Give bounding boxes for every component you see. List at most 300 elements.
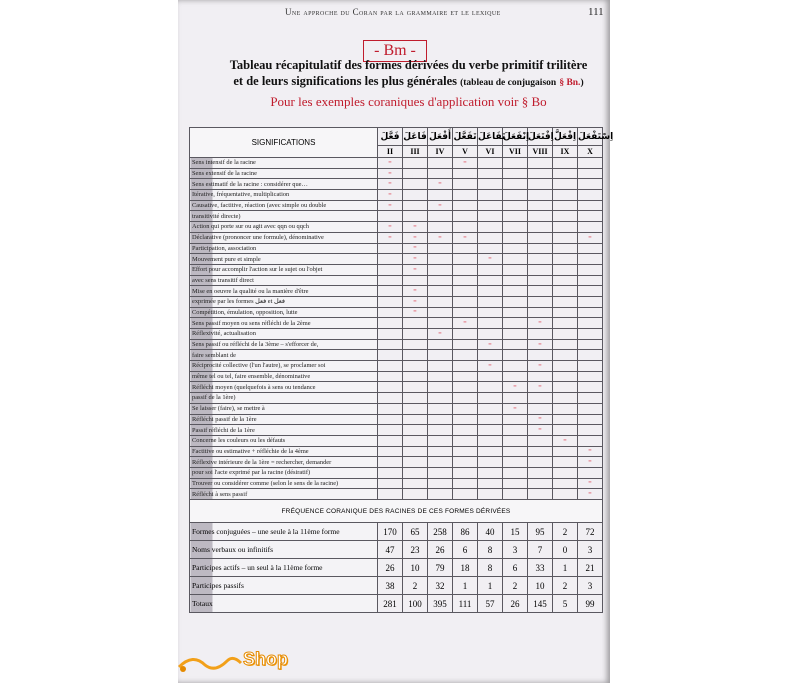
form-mark-cell — [503, 457, 528, 468]
form-mark-cell — [578, 435, 603, 446]
form-mark-cell — [378, 446, 403, 457]
frequency-value: 258 — [428, 523, 453, 541]
form-mark-cell: = — [528, 361, 553, 372]
signification-label: avec sens transitif direct — [190, 275, 378, 286]
form-mark-cell — [403, 403, 428, 414]
signification-label: Réciprocité collective (l'un l'autre), se proclamer soi — [190, 361, 378, 372]
form-mark-cell — [528, 243, 553, 254]
form-mark-cell: = — [578, 457, 603, 468]
form-mark-cell — [553, 478, 578, 489]
title-line-2-ref: § Bn. — [559, 78, 581, 88]
form-mark-cell — [478, 286, 503, 297]
signification-row — [190, 286, 603, 297]
form-mark-cell — [403, 478, 428, 489]
form-mark-cell — [553, 467, 578, 478]
signification-row — [190, 168, 603, 179]
form-mark-cell — [553, 296, 578, 307]
form-mark-cell — [428, 286, 453, 297]
form-mark-cell — [403, 275, 428, 286]
form-mark-cell — [478, 414, 503, 425]
form-mark-cell — [528, 264, 553, 275]
form-mark-cell — [553, 307, 578, 318]
form-mark-cell — [378, 414, 403, 425]
form-mark-cell — [528, 371, 553, 382]
signification-row — [190, 339, 603, 350]
frequency-value: 32 — [428, 577, 453, 595]
form-mark-cell — [503, 446, 528, 457]
frequency-value: 2 — [503, 577, 528, 595]
form-mark-cell — [553, 318, 578, 329]
form-mark-cell: = — [478, 254, 503, 265]
form-verb: اِفْعَلَّ — [553, 128, 578, 146]
form-mark-cell — [378, 361, 403, 372]
signification-row — [190, 307, 603, 318]
form-mark-cell — [428, 478, 453, 489]
signification-row — [190, 467, 603, 478]
form-mark-cell — [503, 243, 528, 254]
form-mark-cell — [553, 264, 578, 275]
form-mark-cell — [503, 361, 528, 372]
form-mark-cell — [478, 371, 503, 382]
signification-label: Sens estimatif de la racine : considérer que… — [190, 179, 378, 190]
form-mark-cell: = — [453, 232, 478, 243]
form-mark-cell — [453, 403, 478, 414]
form-mark-cell — [453, 254, 478, 265]
form-mark-cell — [578, 350, 603, 361]
form-mark-cell — [403, 361, 428, 372]
frequency-value: 10 — [403, 559, 428, 577]
form-mark-cell — [503, 296, 528, 307]
form-mark-cell — [428, 190, 453, 201]
significations-body — [190, 158, 603, 500]
frequency-value: 395 — [428, 595, 453, 613]
form-mark-cell — [503, 339, 528, 350]
form-mark-cell: = — [403, 296, 428, 307]
form-mark-cell — [403, 168, 428, 179]
subtitle-text: Pour les exemples coraniques d'application voir — [270, 94, 519, 109]
frequency-value: 40 — [478, 523, 503, 541]
title-line-1: Tableau récapitulatif des formes dérivées du verbe primitif trilitère — [229, 58, 588, 72]
form-mark-cell — [503, 425, 528, 436]
signification-label: Réfléchi passif de la 1ère — [190, 414, 378, 425]
signification-label: Déclarative (prononcer une formule), dénominative — [190, 232, 378, 243]
form-mark-cell — [378, 350, 403, 361]
form-number: IX — [553, 146, 578, 158]
signification-row — [190, 222, 603, 233]
signification-label: Trouver ou considérer comme (selon le sens de la racine) — [190, 478, 378, 489]
form-mark-cell — [453, 371, 478, 382]
form-mark-cell — [528, 190, 553, 201]
form-mark-cell: = — [428, 232, 453, 243]
form-mark-cell: = — [503, 382, 528, 393]
form-verb: فَاعَلَ — [403, 128, 428, 146]
form-mark-cell: = — [378, 190, 403, 201]
form-mark-cell — [428, 243, 453, 254]
signification-row — [190, 211, 603, 222]
frequency-value: 6 — [503, 559, 528, 577]
form-mark-cell — [578, 243, 603, 254]
title-line-2 — [211, 73, 606, 91]
form-mark-cell: = — [478, 339, 503, 350]
form-mark-cell — [478, 350, 503, 361]
form-mark-cell — [453, 489, 478, 500]
form-mark-cell: = — [528, 414, 553, 425]
form-mark-cell — [553, 190, 578, 201]
form-mark-cell — [428, 446, 453, 457]
form-verb: تَفَاعَلَ — [478, 128, 503, 146]
form-mark-cell — [453, 286, 478, 297]
form-mark-cell — [428, 350, 453, 361]
form-mark-cell — [428, 361, 453, 372]
form-mark-cell — [378, 307, 403, 318]
signification-row — [190, 425, 603, 436]
frequency-value: 281 — [378, 595, 403, 613]
form-mark-cell — [428, 296, 453, 307]
signification-row — [190, 457, 603, 468]
form-mark-cell: = — [428, 200, 453, 211]
frequency-value: 0 — [553, 541, 578, 559]
form-mark-cell — [503, 254, 528, 265]
frequency-value: 26 — [378, 559, 403, 577]
signification-row — [190, 190, 603, 201]
frequency-value: 1 — [453, 577, 478, 595]
form-mark-cell — [478, 318, 503, 329]
form-mark-cell — [453, 275, 478, 286]
form-mark-cell — [553, 339, 578, 350]
signification-row — [190, 158, 603, 169]
signification-label: Effort pour accomplir l'action sur le sujet ou l'objet — [190, 264, 378, 275]
form-mark-cell — [453, 414, 478, 425]
form-mark-cell — [578, 403, 603, 414]
form-mark-cell — [428, 275, 453, 286]
frequency-value: 86 — [453, 523, 478, 541]
form-mark-cell — [553, 457, 578, 468]
form-mark-cell — [503, 179, 528, 190]
form-mark-cell: = — [578, 232, 603, 243]
form-mark-cell — [578, 211, 603, 222]
form-mark-cell — [478, 489, 503, 500]
form-mark-cell — [478, 190, 503, 201]
form-mark-cell — [528, 457, 553, 468]
form-mark-cell — [503, 393, 528, 404]
form-mark-cell — [478, 243, 503, 254]
form-mark-cell — [578, 318, 603, 329]
form-mark-cell: = — [578, 446, 603, 457]
frequency-value: 65 — [403, 523, 428, 541]
form-mark-cell — [478, 211, 503, 222]
signification-row — [190, 350, 603, 361]
form-mark-cell — [453, 425, 478, 436]
form-mark-cell — [528, 329, 553, 340]
signification-row — [190, 489, 603, 500]
page-number: 111 — [588, 6, 604, 18]
form-mark-cell — [528, 403, 553, 414]
form-verb: اِنْفَعَلَ — [503, 128, 528, 146]
form-mark-cell — [478, 264, 503, 275]
form-number: III — [403, 146, 428, 158]
form-mark-cell — [553, 211, 578, 222]
form-mark-cell — [553, 254, 578, 265]
frequency-body — [190, 523, 603, 613]
form-mark-cell — [378, 403, 403, 414]
frequency-value: 38 — [378, 577, 403, 595]
form-mark-cell — [403, 329, 428, 340]
signification-label: pour soi l'acte exprimé par la racine (désiratif) — [190, 467, 378, 478]
frequency-value: 2 — [403, 577, 428, 595]
frequency-value: 100 — [403, 595, 428, 613]
signification-label: Réflexive intérieure de la 1ère = rechercher, demander — [190, 457, 378, 468]
form-mark-cell — [528, 158, 553, 169]
form-mark-cell — [478, 435, 503, 446]
form-mark-cell — [453, 435, 478, 446]
form-mark-cell — [478, 222, 503, 233]
form-mark-cell — [528, 232, 553, 243]
form-mark-cell — [403, 414, 428, 425]
form-mark-cell — [528, 307, 553, 318]
signification-row — [190, 264, 603, 275]
form-mark-cell — [453, 382, 478, 393]
form-mark-cell — [428, 339, 453, 350]
form-verb: اِفْتَعَلَ — [528, 128, 553, 146]
form-mark-cell — [553, 168, 578, 179]
form-mark-cell: = — [378, 222, 403, 233]
form-mark-cell — [478, 296, 503, 307]
signification-label: Sens passif ou réfléchi de la 3ème – s'efforcer de, — [190, 339, 378, 350]
form-mark-cell — [453, 179, 478, 190]
form-mark-cell: = — [378, 179, 403, 190]
form-mark-cell — [403, 339, 428, 350]
frequency-value: 3 — [578, 577, 603, 595]
form-mark-cell — [453, 329, 478, 340]
form-mark-cell — [578, 296, 603, 307]
forms-table-container — [189, 127, 614, 609]
title-line-2-note: (tableau de conjugaison — [460, 78, 557, 88]
form-mark-cell: = — [403, 222, 428, 233]
form-mark-cell — [428, 467, 453, 478]
form-mark-cell — [578, 307, 603, 318]
form-mark-cell — [478, 329, 503, 340]
significations-header: SIGNIFICATIONS — [190, 128, 378, 158]
form-mark-cell — [553, 158, 578, 169]
frequency-value: 145 — [528, 595, 553, 613]
form-mark-cell — [453, 457, 478, 468]
form-mark-cell — [453, 264, 478, 275]
form-mark-cell — [428, 425, 453, 436]
frequency-value: 95 — [528, 523, 553, 541]
title-line-2-close: ) — [580, 78, 584, 88]
form-mark-cell — [428, 393, 453, 404]
form-mark-cell — [503, 350, 528, 361]
form-mark-cell: = — [528, 382, 553, 393]
form-mark-cell — [553, 361, 578, 372]
frequency-value: 6 — [453, 541, 478, 559]
subtitle-ref: § Bo — [521, 94, 547, 109]
form-number: VII — [503, 146, 528, 158]
form-mark-cell: = — [403, 243, 428, 254]
signification-row — [190, 179, 603, 190]
form-mark-cell — [478, 200, 503, 211]
form-mark-cell — [403, 446, 428, 457]
frequency-value: 72 — [578, 523, 603, 541]
form-mark-cell — [578, 254, 603, 265]
form-number: VI — [478, 146, 503, 158]
form-mark-cell — [403, 435, 428, 446]
frequency-label: Participes passifs — [190, 577, 378, 595]
form-mark-cell — [503, 286, 528, 297]
form-verb: فَعَّلَ — [378, 128, 403, 146]
form-mark-cell — [378, 339, 403, 350]
form-mark-cell: = — [528, 318, 553, 329]
form-mark-cell — [478, 393, 503, 404]
form-number: IV — [428, 146, 453, 158]
signification-label: passif de la 1ère) — [190, 393, 378, 404]
signification-row — [190, 393, 603, 404]
frequency-value: 18 — [453, 559, 478, 577]
form-mark-cell — [503, 200, 528, 211]
form-mark-cell — [428, 457, 453, 468]
frequency-row — [190, 523, 603, 541]
frequency-row — [190, 577, 603, 595]
form-mark-cell — [453, 361, 478, 372]
form-mark-cell — [528, 478, 553, 489]
signification-label: Sens extensif de la racine — [190, 168, 378, 179]
form-mark-cell — [428, 371, 453, 382]
form-mark-cell — [528, 446, 553, 457]
frequency-value: 2 — [553, 523, 578, 541]
form-mark-cell — [378, 254, 403, 265]
form-mark-cell — [378, 296, 403, 307]
frequency-value: 57 — [478, 595, 503, 613]
form-mark-cell: = — [528, 425, 553, 436]
signification-label: Sens intensif de la racine — [190, 158, 378, 169]
form-mark-cell — [478, 467, 503, 478]
frequency-value: 170 — [378, 523, 403, 541]
title-line-2-main: et de leurs significations les plus générales — [233, 74, 457, 88]
signification-label: transitivité directe) — [190, 211, 378, 222]
form-mark-cell — [578, 339, 603, 350]
form-mark-cell — [528, 275, 553, 286]
form-mark-cell — [403, 190, 428, 201]
form-mark-cell — [403, 393, 428, 404]
form-mark-cell — [503, 275, 528, 286]
form-mark-cell — [478, 446, 503, 457]
frequency-value: 15 — [503, 523, 528, 541]
form-mark-cell — [553, 329, 578, 340]
form-mark-cell — [403, 350, 428, 361]
frequency-value: 33 — [528, 559, 553, 577]
form-mark-cell — [378, 467, 403, 478]
form-mark-cell — [503, 232, 528, 243]
form-mark-cell — [503, 158, 528, 169]
frequency-value: 21 — [578, 559, 603, 577]
signification-label: Mise en oeuvre la qualité ou la manière d'être — [190, 286, 378, 297]
form-mark-cell — [428, 211, 453, 222]
frequency-label: Formes conjuguées – une seule à la 11ème forme — [190, 523, 378, 541]
frequency-value: 26 — [503, 595, 528, 613]
form-mark-cell: = — [528, 339, 553, 350]
form-mark-cell — [478, 425, 503, 436]
form-mark-cell — [453, 200, 478, 211]
frequency-value: 8 — [478, 541, 503, 559]
form-mark-cell — [428, 264, 453, 275]
form-mark-cell — [578, 329, 603, 340]
form-mark-cell — [378, 371, 403, 382]
form-mark-cell — [553, 243, 578, 254]
logo-swoosh-icon — [179, 658, 241, 668]
form-mark-cell — [528, 168, 553, 179]
frequency-label: Noms verbaux ou infinitifs — [190, 541, 378, 559]
form-mark-cell: = — [403, 286, 428, 297]
header-row-verbs — [190, 128, 603, 146]
form-mark-cell — [503, 318, 528, 329]
form-mark-cell — [578, 264, 603, 275]
form-mark-cell — [453, 478, 478, 489]
form-mark-cell — [553, 200, 578, 211]
signification-label: Se laisser (faire), se mettre à — [190, 403, 378, 414]
form-mark-cell — [578, 382, 603, 393]
form-mark-cell — [478, 478, 503, 489]
form-mark-cell: = — [403, 254, 428, 265]
form-mark-cell — [503, 478, 528, 489]
form-mark-cell — [553, 393, 578, 404]
signification-row — [190, 232, 603, 243]
signification-label: Réflexivité, actualisation — [190, 329, 378, 340]
forms-table — [189, 127, 614, 613]
frequency-value: 7 — [528, 541, 553, 559]
form-mark-cell — [553, 425, 578, 436]
form-mark-cell — [453, 393, 478, 404]
form-number: X — [578, 146, 603, 158]
form-mark-cell — [478, 168, 503, 179]
signification-row — [190, 478, 603, 489]
form-mark-cell — [453, 168, 478, 179]
frequency-value: 3 — [503, 541, 528, 559]
signification-row — [190, 414, 603, 425]
signification-label: Sens passif moyen ou sens réfléchi de la 2ème — [190, 318, 378, 329]
signification-row — [190, 435, 603, 446]
form-mark-cell — [403, 457, 428, 468]
form-mark-cell — [378, 329, 403, 340]
form-mark-cell: = — [553, 435, 578, 446]
form-mark-cell — [578, 361, 603, 372]
form-mark-cell — [478, 403, 503, 414]
form-mark-cell — [528, 211, 553, 222]
signification-label: Action qui porte sur ou agit avec qqn ou qqch — [190, 222, 378, 233]
form-mark-cell — [553, 403, 578, 414]
running-title: Une approche du Coran par la grammaire et le lexique — [285, 7, 501, 17]
signification-label: Passif réfléchi de la 1ère — [190, 425, 378, 436]
form-mark-cell — [528, 435, 553, 446]
form-mark-cell — [453, 222, 478, 233]
frequency-value: 1 — [553, 559, 578, 577]
form-mark-cell — [428, 318, 453, 329]
form-mark-cell — [428, 414, 453, 425]
form-mark-cell — [528, 200, 553, 211]
form-mark-cell — [503, 264, 528, 275]
form-mark-cell — [453, 307, 478, 318]
form-mark-cell: = — [403, 232, 428, 243]
form-mark-cell — [578, 393, 603, 404]
section-code: - Bm - — [363, 40, 427, 62]
form-mark-cell — [578, 222, 603, 233]
form-number: II — [378, 146, 403, 158]
form-mark-cell: = — [478, 361, 503, 372]
form-mark-cell — [378, 275, 403, 286]
signification-label: faire semblant de — [190, 350, 378, 361]
signification-label: exprimée par les formes فعل et فعل — [190, 296, 378, 307]
form-mark-cell — [478, 275, 503, 286]
form-mark-cell: = — [428, 179, 453, 190]
